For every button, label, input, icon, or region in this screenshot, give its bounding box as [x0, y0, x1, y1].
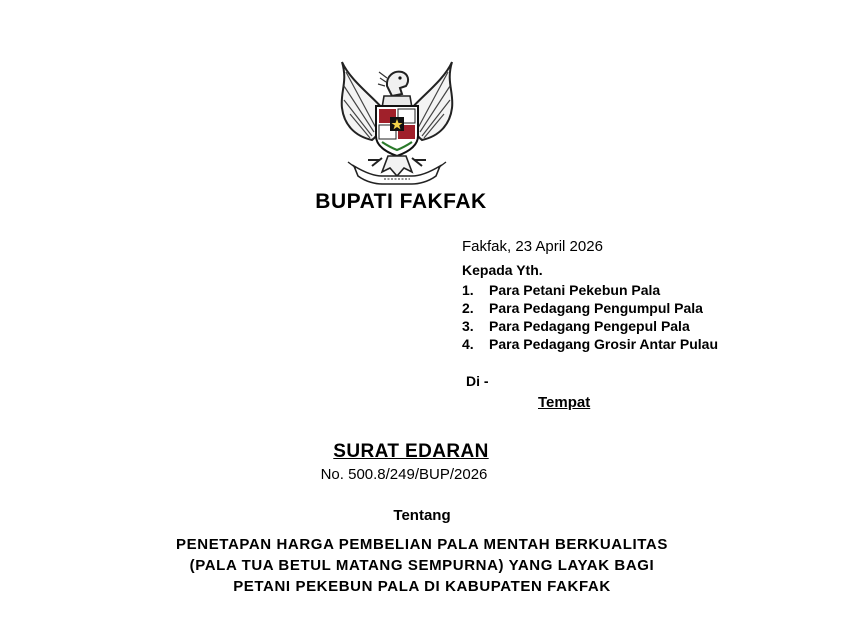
document-number: No. 500.8/249/BUP/2026	[320, 466, 488, 483]
recipient-item	[462, 299, 718, 317]
recipient-item	[462, 317, 718, 335]
recipient-text: Para Pedagang Pengepul Pala	[489, 318, 690, 334]
subject-line: PENETAPAN HARGA PEMBELIAN PALA MENTAH BERKUALITAS	[176, 536, 668, 553]
recipient-text: Para Petani Pekebun Pala	[489, 282, 661, 298]
recipient-number: 3.	[462, 318, 474, 334]
subject-heading: Tentang	[393, 507, 451, 524]
recipient-text: Para Pedagang Pengumpul Pala	[489, 300, 703, 316]
recipient-item	[462, 281, 718, 299]
address-tempat: Tempat	[538, 394, 591, 411]
recipient-text: Para Pedagang Grosir Antar Pulau	[489, 336, 718, 352]
issuing-authority: BUPATI FAKFAK	[315, 190, 487, 213]
document-title: SURAT EDARAN	[333, 441, 489, 462]
recipient-number: 4.	[462, 336, 474, 352]
subject-line: (PALA TUA BETUL MATANG SEMPURNA) YANG LAYAK BAGI	[189, 557, 655, 574]
recipient-item	[462, 335, 718, 353]
document-subject	[0, 534, 841, 597]
garuda-emblem-icon	[332, 58, 462, 188]
subject-line: PETANI PEKEBUN PALA DI KABUPATEN FAKFAK	[233, 578, 611, 595]
recipient-number: 2.	[462, 300, 474, 316]
letter-date: Fakfak, 23 April 2026	[462, 238, 603, 255]
recipient-list	[462, 281, 718, 353]
salutation: Kepada Yth.	[462, 262, 543, 278]
address-di: Di -	[466, 373, 489, 389]
recipient-number: 1.	[462, 282, 474, 298]
